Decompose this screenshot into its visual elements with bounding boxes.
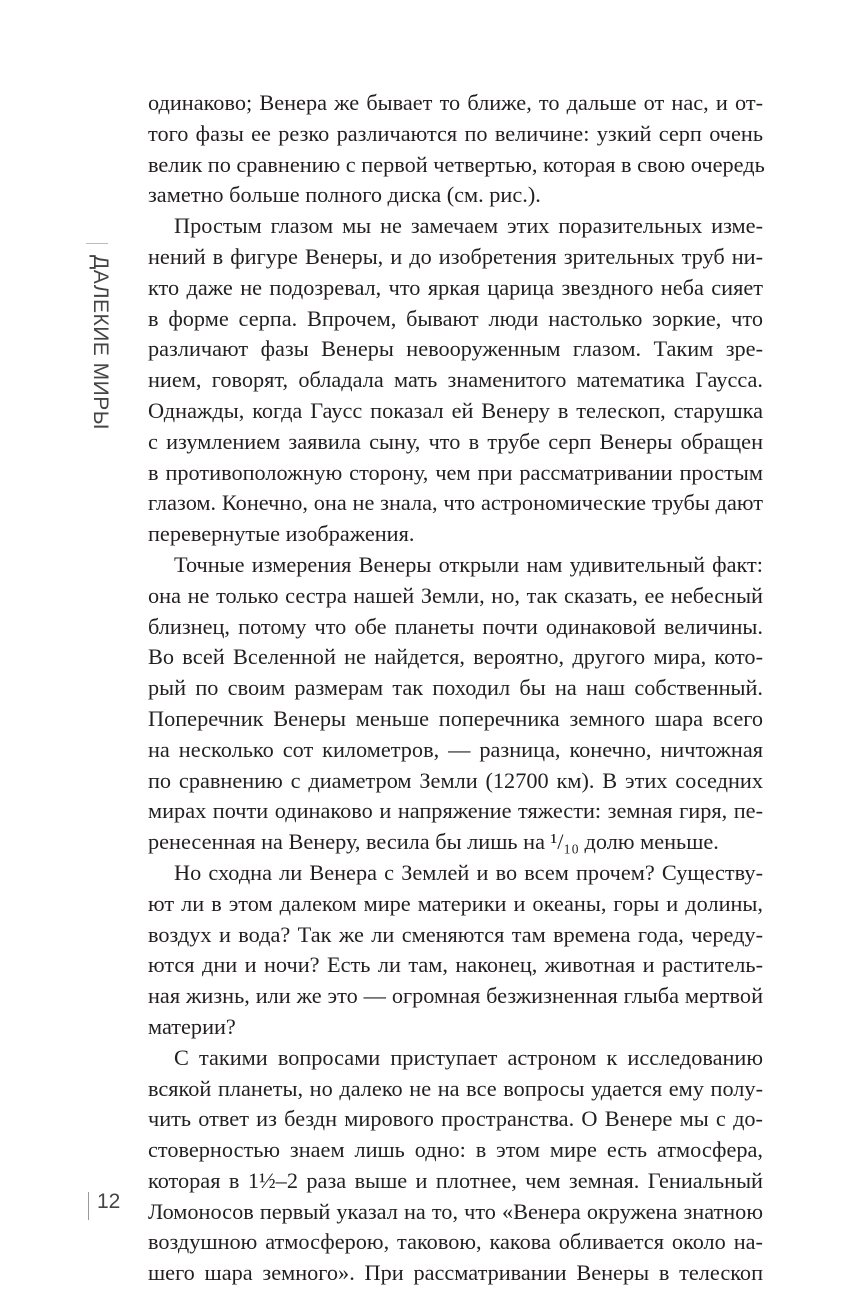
text-line: шего шара земного». При рассматривании Венеры в телескоп <box>148 1260 763 1286</box>
text-line: Ломоносов первый указал на то, что «Венера окружена знатною <box>148 1198 763 1224</box>
text-line: с изумлением заявила сыну, что в трубе серп Венеры обращен <box>148 428 763 454</box>
paragraph <box>148 550 763 858</box>
text-line: ная жизнь, или же это — огромная безжизненная глыба мертвой <box>148 983 763 1009</box>
text-line: того фазы ее резко различаются по величине: узкий серп очень <box>148 120 763 146</box>
text-line: материи? <box>148 1013 236 1039</box>
text-line: ются дни и ночи? Есть ли там, наконец, животная и раститель- <box>148 952 763 978</box>
text-line: которая в 1½–2 раза выше и плотнее, чем земная. Гениальный <box>148 1167 763 1193</box>
text-line: нием, говорят, обладала мать знаменитого математика Гаусса. <box>148 367 763 393</box>
text-line: перевернутые изображения. <box>148 521 415 547</box>
text-line: близнец, потому что обе планеты почти одинаковой величины. <box>148 613 763 639</box>
text-line: Поперечник Венеры меньше поперечника земного шара всего <box>148 705 763 731</box>
text-line: в форме серпа. Впрочем, бывают люди настолько зоркие, что <box>148 305 763 331</box>
text-line: ренесенная на Венеру, весила бы лишь на ¹/₁₀ долю меньше. <box>148 829 719 855</box>
text-line: по сравнению с диаметром Земли (12700 км). В этих соседних <box>148 767 763 793</box>
text-line: ют ли в этом далеком мире материки и океаны, горы и долины, <box>148 890 763 916</box>
text-line: в противоположную сторону, чем при рассматривании простым <box>148 459 763 485</box>
text-line: Однажды, когда Гаусс показал ей Венеру в телескоп, старушка <box>148 397 763 423</box>
text-line: одинаково; Венера же бывает то ближе, то дальше от нас, и от- <box>148 90 763 115</box>
text-line: велик по сравнению с первой четвертью, которая в свою очередь <box>148 151 765 177</box>
text-line: Но сходна ли Венера с Землей и во всем прочем? Существу- <box>174 859 763 885</box>
text-line: С такими вопросами приступает астроном к исследованию <box>174 1044 763 1070</box>
text-line: Во всей Вселенной не найдется, вероятно, другого мира, кото- <box>148 644 763 670</box>
text-line: мирах почти одинаково и напряжение тяжести: земная гиря, пе- <box>148 798 763 824</box>
text-line: нений в фигуре Венеры, и до изобретения зрительных труб ни- <box>148 243 763 269</box>
text-line: всякой планеты, но далеко не на все вопросы удается ему полу- <box>148 1075 763 1101</box>
paragraph <box>148 211 763 550</box>
text-line: заметно больше полного диска (см. рис.). <box>148 182 541 208</box>
text-line: Простым глазом мы не замечаем этих поразительных изме- <box>174 213 763 239</box>
text-line: стоверностью знаем лишь одно: в этом мире есть атмосфера, <box>148 1137 763 1163</box>
text-line: глазом. Конечно, она не знала, что астрономические трубы дают <box>148 490 763 516</box>
running-head: ДАЛЕКИЕ МИРЫ <box>89 255 112 430</box>
text-line: Точные измерения Венеры открыли нам удивительный факт: <box>174 551 763 577</box>
page-number: 12 <box>97 1190 121 1213</box>
text-line: различают фазы Венеры невооруженным глазом. Таким зре- <box>148 336 763 362</box>
paragraph <box>148 88 763 211</box>
text-line: она не только сестра нашей Земли, но, так сказать, ее небесный <box>148 582 763 608</box>
running-head-rule <box>86 243 108 244</box>
text-line: чить ответ из бездн мирового пространства. О Венере мы с до- <box>148 1106 763 1132</box>
text-line: воздушною атмосферою, таковою, какова обливается около на- <box>148 1229 763 1255</box>
text-line: кто даже не подозревал, что яркая царица звездного неба сияет <box>148 274 763 300</box>
text-line: воздух и вода? Так же ли сменяются там времена года, череду- <box>148 921 763 947</box>
paragraph <box>148 1043 763 1289</box>
text-line: на несколько сот километров, — разница, конечно, ничтожная <box>148 736 763 762</box>
body-text <box>148 88 763 1289</box>
page-number-rule <box>88 1192 89 1220</box>
paragraph <box>148 858 763 1043</box>
text-line: рый по своим размерам так походил бы на наш собственный. <box>148 675 763 701</box>
